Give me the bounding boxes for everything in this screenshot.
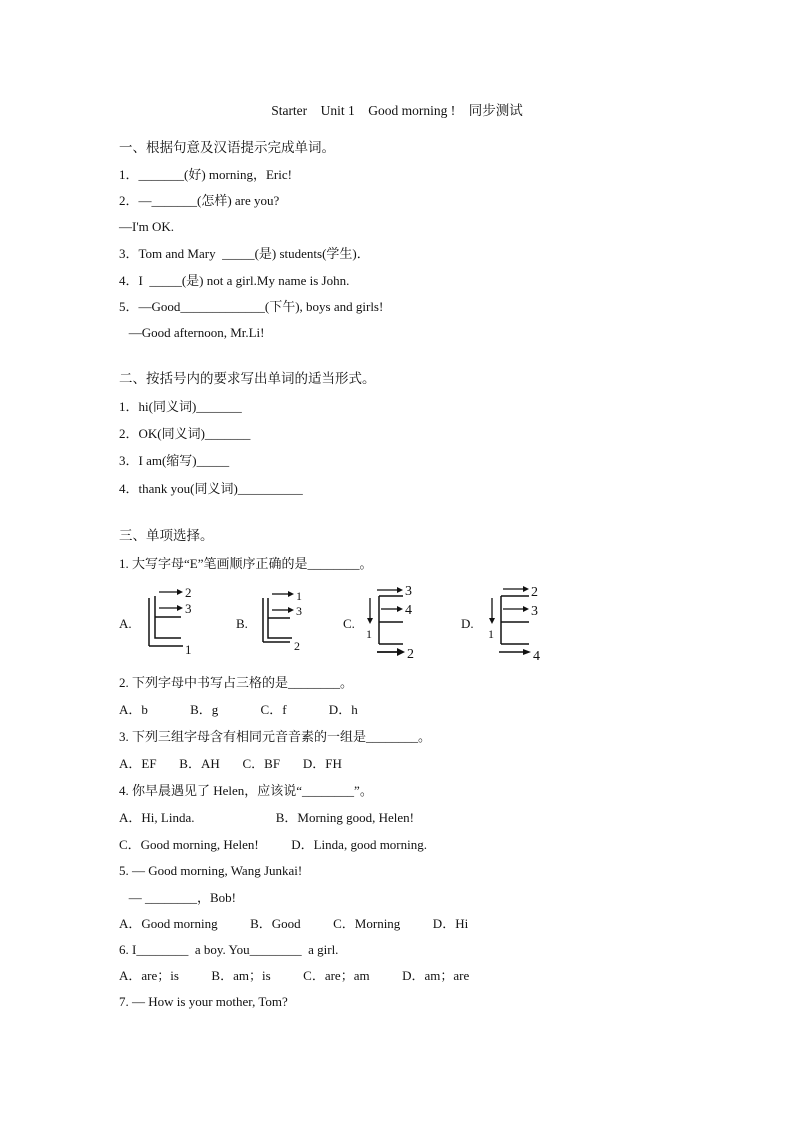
num-bot-a: 1 <box>185 642 192 657</box>
page-title: Starter Unit 1 Good morning ! 同步测试 <box>271 103 523 118</box>
arrowhead-top-a <box>177 589 183 595</box>
arrowhead-top-d <box>523 586 529 592</box>
num-mid-a: 3 <box>185 601 192 616</box>
num-top-b: 1 <box>296 589 302 603</box>
s3-question-6-options: A．are；is B．am；is C．are；am D．am；are <box>119 968 470 983</box>
s3-question-1: 1. 大写字母“E”笔画顺序正确的是________。 <box>119 556 373 571</box>
arrowhead-mid-d <box>523 606 529 612</box>
s3-question-5: 5. — Good morning, Wang Junkai! <box>119 863 303 878</box>
num-bot-b: 2 <box>294 639 300 653</box>
s1-item-5: 5．—Good_____________(下午), boys and girls! <box>119 299 384 314</box>
s1-item-4: 4．I _____(是) not a girl.My name is John. <box>119 273 350 288</box>
s2-item-2: 2．OK(同义词)_______ <box>119 426 251 441</box>
num-mid-b: 3 <box>296 604 302 618</box>
arrowhead-bot-d <box>523 649 531 655</box>
s1-item-5-answer: —Good afternoon, Mr.Li! <box>119 325 265 340</box>
arrowhead-left-c <box>367 618 373 624</box>
num-top-d: 2 <box>531 585 538 600</box>
s3-question-4-options-cd: C．Good morning, Helen! D．Linda, good morning. <box>119 837 427 852</box>
arrowhead-mid-a <box>177 605 183 611</box>
arrowhead-top-c <box>397 587 403 593</box>
s3-question-7: 7. — How is your mother, Tom? <box>119 994 288 1009</box>
num-left-c: 1 <box>366 627 372 641</box>
option-c-figure <box>343 584 433 664</box>
arrowhead-bot-c <box>397 648 405 656</box>
s1-item-2: 2．—_______(怎样) are you? <box>119 193 280 208</box>
num-bot-c: 2 <box>407 647 414 662</box>
option-a-figure <box>119 584 209 664</box>
s3-question-5-reply: — ________，Bob! <box>119 890 237 905</box>
option-b-figure <box>236 584 326 664</box>
option-a-label: A. <box>119 616 132 631</box>
s3-question-2: 2. 下列字母中书写占三格的是________。 <box>119 675 354 690</box>
num-mid-c: 4 <box>405 603 412 618</box>
section3-heading: 三、单项选择。 <box>119 528 214 543</box>
s2-item-4: 4．thank you(同义词)__________ <box>119 481 303 496</box>
s3-question-5-options: A．Good morning B．Good C．Morning D．Hi <box>119 916 469 931</box>
s1-item-3: 3．Tom and Mary _____(是) students(学生)． <box>119 246 370 261</box>
stroke-diagram-c <box>363 584 443 664</box>
stroke-diagram-b <box>258 584 338 664</box>
arrowhead-left-d <box>489 618 495 624</box>
stroke-diagram-d <box>485 584 575 664</box>
arrowhead-mid-b <box>288 607 294 613</box>
section1-heading: 一、根据句意及汉语提示完成单词。 <box>119 140 335 155</box>
s2-item-1: 1．hi(同义词)_______ <box>119 399 242 414</box>
stroke-order-options <box>119 584 559 664</box>
option-d-label: D. <box>461 616 474 631</box>
section2-heading: 二、按括号内的要求写出单词的适当形式。 <box>119 371 376 386</box>
num-left-d: 1 <box>488 627 494 641</box>
s3-question-4-options-ab: A．Hi, Linda. B．Morning good, Helen! <box>119 810 415 825</box>
num-top-c: 3 <box>405 584 412 599</box>
stroke-diagram-a <box>143 584 223 664</box>
s3-question-4: 4. 你早晨遇见了 Helen，应该说“________”。 <box>119 783 373 798</box>
arrowhead-mid-c <box>397 606 403 612</box>
s3-question-3: 3. 下列三组字母含有相同元音音素的一组是________。 <box>119 729 432 744</box>
option-c-label: C. <box>343 616 355 631</box>
arrowhead-top-b <box>288 591 294 597</box>
s1-item-2-answer: —I'm OK. <box>119 219 175 234</box>
option-b-label: B. <box>236 616 248 631</box>
s1-item-1: 1．_______(好) morning，Eric! <box>119 167 292 182</box>
option-d-figure <box>461 584 551 664</box>
s3-question-3-options: A．EF B．AH C．BF D．FH <box>119 756 342 771</box>
s3-question-6: 6. I________ a boy. You________ a girl. <box>119 942 339 957</box>
num-bot-d: 4 <box>533 649 540 664</box>
s3-question-2-options: A．b B．g C．f D．h <box>119 702 358 717</box>
num-top-a: 2 <box>185 585 192 600</box>
num-mid-d: 3 <box>531 604 538 619</box>
s2-item-3: 3．I am(缩写)_____ <box>119 453 230 468</box>
